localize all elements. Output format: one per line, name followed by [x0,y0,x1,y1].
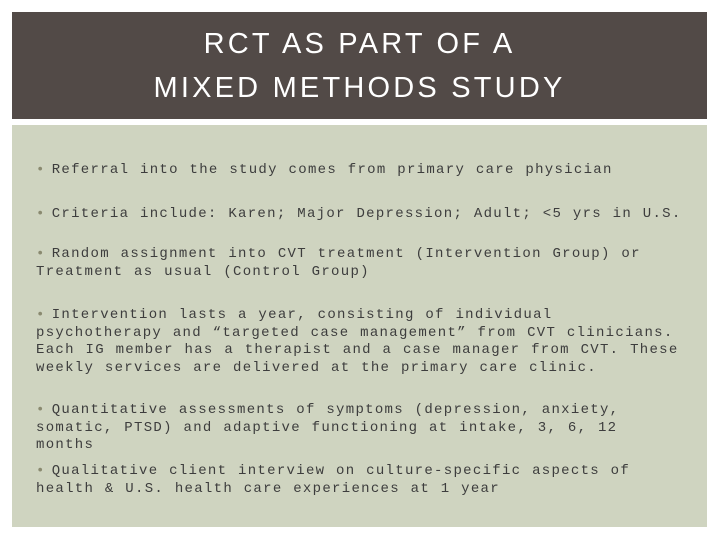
bullet-dot-icon: • [36,162,46,178]
slide-title-line-2: MIXED METHODS STUDY [153,71,566,104]
bullet-text: Quantitative assessments of symptoms (depression, anxiety, somatic, PTSD) and adaptive functioning at intake, 3, 6, 12 months [36,402,620,453]
bullet-dot-icon: • [36,206,46,222]
bullet-item-qualitative [36,463,686,498]
bullet-item-quantitative [36,402,686,455]
bullet-dot-icon: • [36,246,46,262]
bullet-item-referral [36,162,686,180]
slide-title-line-1: RCT AS PART OF A [203,27,516,60]
bullet-dot-icon: • [36,463,46,479]
bullet-dot-icon: • [36,307,46,323]
bullet-text: Referral into the study comes from primary care physician [51,162,613,178]
bullet-text: Qualitative client interview on culture-specific aspects of health & U.S. health care experiences at 1 year [36,463,631,497]
bullet-item-random-assignment [36,246,686,281]
bullet-text: Criteria include: Karen; Major Depression; Adult; <5 yrs in U.S. [51,206,682,222]
bullet-text: Intervention lasts a year, consisting of individual psychotherapy and “targeted case management” from CVT clinicians. Each IG member has a therapist and a case manager from CVT. These weekly services are delivered at the primary care clinic. [36,307,679,376]
bullet-item-intervention [36,307,686,377]
bullet-dot-icon: • [36,402,46,418]
content-panel [12,125,707,527]
title-bar [12,12,707,119]
bullet-text: Random assignment into CVT treatment (Intervention Group) or Treatment as usual (Control Group) [36,246,641,280]
bullet-item-criteria [36,206,686,224]
